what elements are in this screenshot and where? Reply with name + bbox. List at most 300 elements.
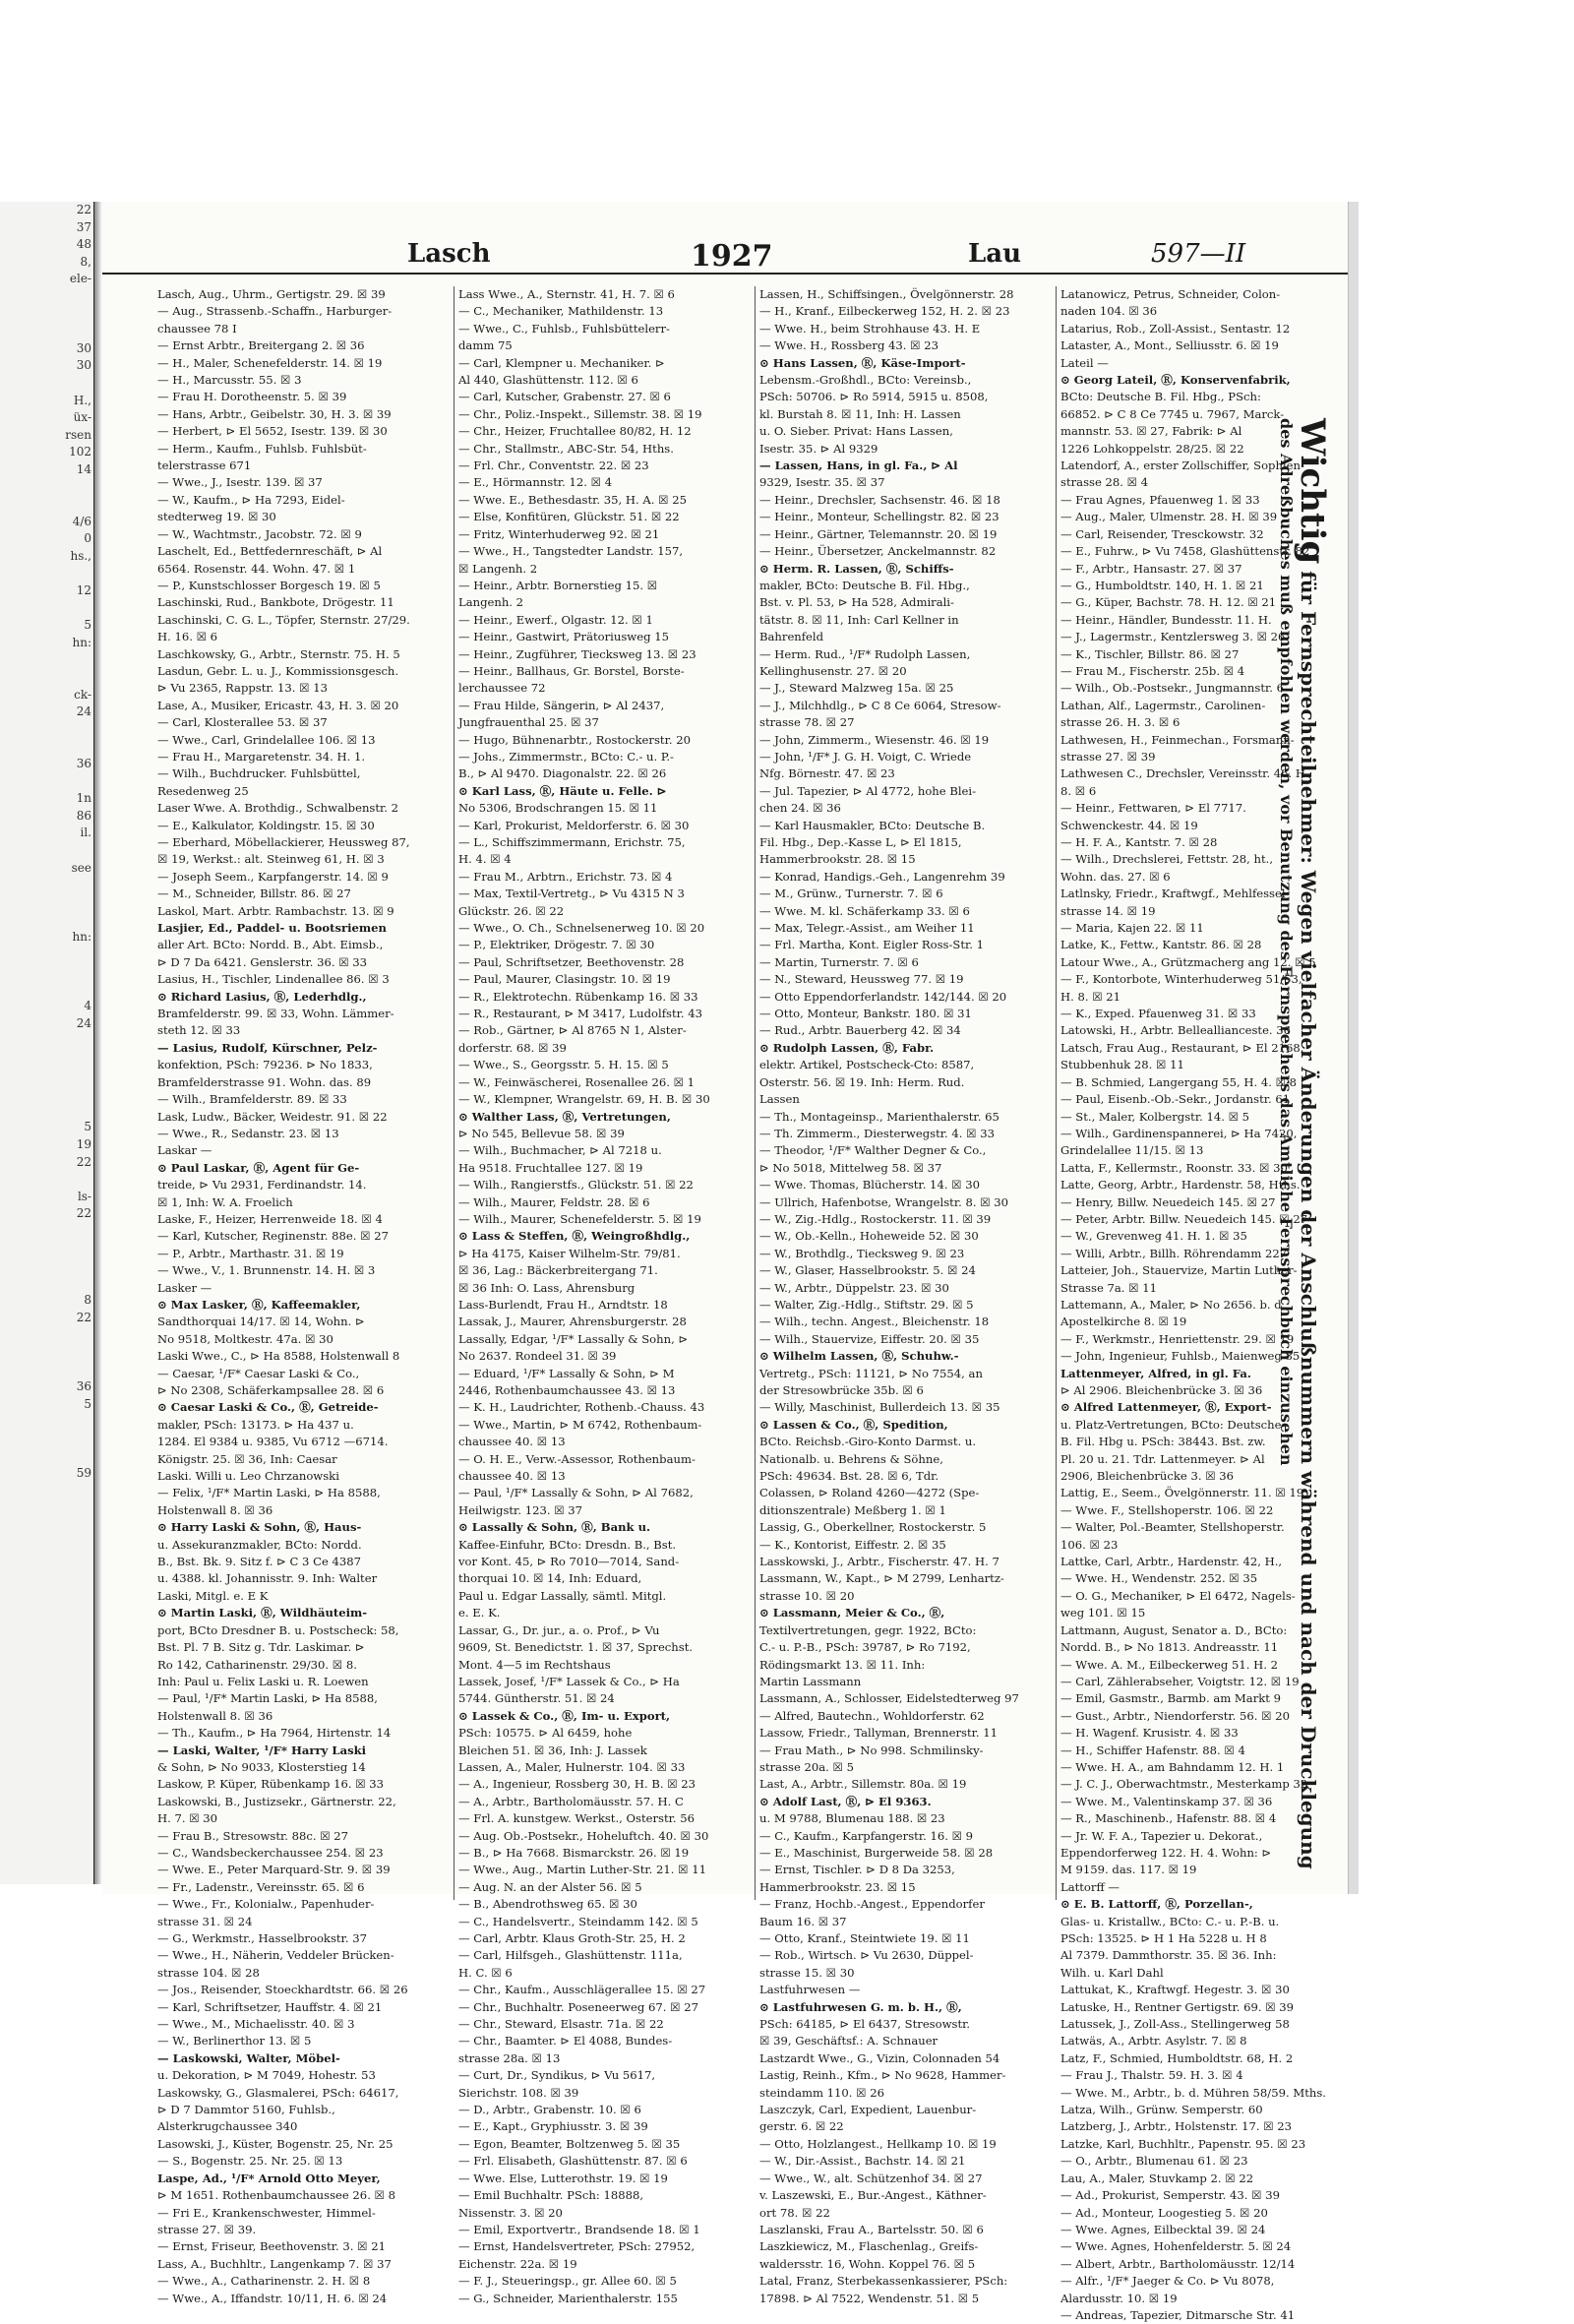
header-last-entry-word: Lau [968,239,1022,269]
previous-page-line: 22 [76,1206,91,1221]
directory-entry: Lattorff — [1060,1879,1120,1894]
directory-entry: der Stresowbrücke 35b. ☒ 6 [759,1383,924,1397]
directory-entry: — Frau J., Thalstr. 59. H. 3. ☒ 4 [1060,2068,1243,2083]
directory-entry: — Peter, Arbtr. Billw. Neuedeich 145. ☒ 27 [1060,1211,1308,1226]
directory-entry: — G., Werkmstr., Hasselbrookstr. 37 [157,1931,367,1945]
directory-entry: H. C. ☒ 6 [458,1965,513,1980]
directory-entry: ⊙ Lassmann, Meier & Co., Ⓡ, [759,1606,945,1621]
page-header [102,239,1348,275]
directory-entry: — Fritz, Winterhuderweg 92. ☒ 21 [458,526,660,541]
directory-entry: — F. J., Steueringsp., gr. Allee 60. ☒ 5 [458,2274,677,2289]
directory-entry: — C., Wandsbeckerchaussee 254. ☒ 23 [157,1845,384,1860]
directory-entry: PSch: 13525. ⊳ H 1 Ha 5228 u. H 8 [1060,1931,1267,1945]
directory-entry: Lasch, Aug., Uhrm., Gertigstr. 29. ☒ 39 [157,287,386,301]
directory-entry: — Wwe., H., Näherin, Veddeler Brücken- [157,1948,394,1963]
previous-page-line [0,1050,93,1068]
previous-page-line: 22 [76,1154,91,1169]
directory-entry: 1226 Lohkoppelstr. 28/25. ☒ 22 [1060,441,1244,456]
directory-entry: strasse 78. ☒ 27 [759,715,855,730]
directory-entry: Lassmann, W., Kapt., ⊳ M 2799, Lenhartz- [759,1571,1004,1586]
directory-entry: Kellinghusenstr. 27. ☒ 20 [759,663,907,678]
directory-entry: Laszlanski, Frau A., Bartelsstr. 50. ☒ 6 [759,2222,984,2236]
directory-entry: strasse 26. H. 3. ☒ 6 [1060,715,1180,730]
directory-entry: — J., Lagermstr., Kentzlersweg 3. ☒ 26 [1060,630,1286,644]
directory-entry: PSch: 49634. Bst. 28. ☒ 6, Tdr. [759,1469,939,1484]
directory-entry: — Wwe. H., beim Strohhause 43. H. E [759,321,981,336]
directory-entry: — J., Milchhdlg., ⊳ C 8 Ce 6064, Stresow- [759,698,1001,712]
previous-page-line [0,1223,93,1241]
directory-entry: — Alfred, Bautechn., Wohldorferstr. 62 [759,1708,985,1723]
directory-entry: — Laski, Walter, ¹/F* Harry Laski [157,1743,367,1757]
page-number: 597—II [1151,239,1246,269]
previous-page-line: 19 [76,1137,91,1152]
directory-entry: damm 75 [458,338,513,353]
directory-entry: Laski Wwe., C., ⊳ Ha 8588, Holstenwall 8 [157,1349,400,1364]
directory-entry: — Jr. W. F. A., Tapezier u. Dekorat., [1060,1828,1263,1843]
previous-page-line: 8, [80,254,91,269]
directory-entry: ⊙ Georg Lateil, Ⓡ, Konservenfabrik, [1060,373,1291,388]
previous-page-line: 37 [76,219,91,234]
directory-entry: — W., Arbtr., Düppelstr. 23. ☒ 30 [759,1280,949,1295]
previous-page-line: ele- [69,272,91,286]
directory-entry: — Carl, Klosterallee 53. ☒ 37 [157,715,328,730]
directory-entry: — Ernst Arbtr., Breitergang 2. ☒ 36 [157,338,365,353]
column-divider [1056,286,1057,1900]
directory-entry: — J. C. J., Oberwachtmstr., Mesterkamp 32 [1060,1777,1308,1792]
directory-entry: — Wwe., J., Isestr. 139. ☒ 37 [157,475,323,490]
directory-entry: Hammerbrookstr. 28. ☒ 15 [759,852,916,867]
directory-entry: — Chr., Baamter. ⊳ El 4088, Bundes- [458,2034,673,2049]
directory-entry: — O., Arbtr., Blumenau 61. ☒ 23 [1060,2154,1248,2169]
directory-entry: Latz, F., Schmied, Humboldtstr. 68, H. 2 [1060,2050,1294,2065]
directory-entry: BCto: Deutsche B. Fil. Hbg., PSch: [1060,390,1261,404]
directory-entry: Lasdun, Gebr. L. u. J., Kommissionsgesch. [157,663,399,678]
directory-entry: — Heinr., Ballhaus, Gr. Borstel, Borste- [458,663,685,678]
previous-page-line [0,565,93,582]
directory-entry: — C., Kaufm., Karpfangerstr. 16. ☒ 9 [759,1828,974,1843]
directory-entry: ⊳ D 7 Dammtor 5160, Fuhlsb., [157,2103,335,2117]
directory-entry: steth 12. ☒ 33 [157,1023,241,1038]
directory-entry: — Otto, Monteur, Bankstr. 180. ☒ 31 [759,1007,972,1021]
directory-entry: — Karl, Kutscher, Reginenstr. 88e. ☒ 27 [157,1229,389,1244]
directory-entry: — Karl, Schriftsetzer, Hauffstr. 4. ☒ 21 [157,1999,383,2014]
previous-page-line: hs., [70,548,91,563]
directory-entry: Bramfelderstr. 99. ☒ 33, Wohn. Lämmer- [157,1007,394,1021]
directory-entry: — Frl. Elisabeth, Glashüttenstr. 87. ☒ 6 [458,2154,688,2169]
directory-entry: — Otto, Kranf., Steintwiete 19. ☒ 11 [759,1931,970,1945]
directory-entry: ⊳ Al 2906. Bleichenbrücke 3. ☒ 36 [1060,1383,1263,1397]
directory-entry: ⊙ Hans Lassen, Ⓡ, Käse-Import- [759,355,966,370]
directory-entry: ☒ 39, Geschäftsf.: A. Schnauer [759,2034,938,2049]
directory-entry: Latendorf, A., erster Zollschiffer, Sophien- [1060,459,1304,473]
directory-entry: Königstr. 25. ☒ 36, Inh: Caesar [157,1451,337,1466]
directory-entry: — Paul, Eisenb.-Ob.-Sekr., Jordanstr. 61 [1060,1092,1291,1107]
directory-entry: — Andreas, Tapezier, Ditmarsche Str. 41 [1060,2307,1296,2322]
directory-entry: — W., Klempner, Wrangelstr. 69, H. B. ☒ 30 [458,1092,710,1107]
directory-entry: Lassig, G., Oberkellner, Rostockerstr. 5 [759,1520,987,1535]
book-gutter [94,202,102,1884]
directory-entry: ⊳ D 7 Da 6421. Genslerstr. 36. ☒ 33 [157,954,368,969]
directory-entry: — Frau M., Arbtrn., Erichstr. 73. ☒ 4 [458,869,673,884]
directory-entry: — Th., Montageinsp., Marienthalerstr. 65 [759,1109,999,1124]
directory-entry: — Emil Buchhaltr. PSch: 18888, [458,2188,644,2203]
column-divider [755,286,756,1900]
directory-entry: — Max, Telegr.-Assist., am Weiher 11 [759,921,975,936]
directory-entry: No 9518, Moltkestr. 47a. ☒ 30 [157,1331,333,1346]
directory-entry: Bahrenfeld [759,630,824,644]
directory-entry: — Wilh., Rangierstfs., Glückstr. 51. ☒ 22 [458,1178,694,1193]
column-2 [458,286,746,2305]
directory-entry: — Wilh., Gardinenspannerei, ⊳ Ha 7420, [1060,1126,1298,1140]
directory-entry: Latwäs, A., Arbtr. Asylstr. 7. ☒ 8 [1060,2034,1247,2049]
directory-entry: — Heinr., Monteur, Schellingstr. 82. ☒ 23 [759,510,999,524]
directory-entry: Martin Lassmann [759,1674,862,1688]
directory-entry: — Wwe., S., Georgsstr. 5. H. 15. ☒ 5 [458,1058,669,1072]
directory-entry: ⊳ No 545, Bellevue 58. ☒ 39 [458,1126,625,1140]
directory-entry: elektr. Artikel, Postscheck-Cto: 8587, [759,1058,975,1072]
directory-entry: e. E. K. [458,1606,501,1621]
previous-page-line [0,1344,93,1362]
directory-entry: Latarius, Rob., Zoll-Assist., Sentastr. 12 [1060,321,1291,336]
directory-entry: — B., Abendrothsweg 65. ☒ 30 [458,1897,637,1912]
directory-entry: chaussee 78 I [157,321,237,336]
directory-entry: — Wwe., A., Iffandstr. 10/11, H. 6. ☒ 24 [157,2291,388,2305]
directory-entry: PSch: 64185, ⊳ El 6437, Stresowstr. [759,2017,971,2032]
directory-entry: — Heinr., Zugführer, Tiecksweg 13. ☒ 23 [458,646,696,661]
vertical-notice [1265,418,1332,1869]
directory-entry: ⊳ Ha 4175, Kaiser Wilhelm-Str. 79/81. [458,1246,681,1260]
directory-entry: Al 7379. Dammthorstr. 35. ☒ 36. Inh: [1060,1948,1277,1963]
directory-entry: — Karl Hausmakler, BCto: Deutsche B. [759,818,986,832]
directory-entry: — A., Ingenieur, Rossberg 30, H. B. ☒ 23 [458,1777,696,1792]
directory-entry: — Rob., Gärtner, ⊳ Al 8765 N 1, Alster- [458,1023,687,1038]
directory-entry: Lattemann, A., Maler, ⊳ No 2656. b. d. [1060,1297,1286,1312]
directory-entry: ⊙ Lassally & Sohn, Ⓡ, Bank u. [458,1520,651,1535]
directory-entry: chen 24. ☒ 36 [759,801,841,816]
directory-entry: Wohn. das. 27. ☒ 6 [1060,869,1171,884]
directory-entry: ☒ 19, Werkst.: alt. Steinweg 61, H. ☒ 3 [157,852,385,867]
directory-entry: — Martin, Turnerstr. 7. ☒ 6 [759,954,919,969]
directory-entry: strasse 28. ☒ 4 [1060,475,1149,490]
directory-entry: — Wwe. H., Wendenstr. 252. ☒ 35 [1060,1571,1258,1586]
directory-entry: — Frau Hilde, Sängerin, ⊳ Al 2437, [458,698,665,712]
directory-entry: 66852. ⊳ C 8 Ce 7745 u. 7967, Marck- [1060,406,1285,421]
directory-entry: ⊙ Herm. R. Lassen, Ⓡ, Schiffs- [759,561,954,576]
directory-entry: — Willi, Arbtr., Billh. Röhrendamm 227 [1060,1246,1288,1260]
directory-entry: chaussee 40. ☒ 13 [458,1435,566,1449]
directory-entry: waldersstr. 16, Wohn. Koppel 76. ☒ 5 [759,2256,976,2271]
directory-entry: — J., Steward Malzweg 15a. ☒ 25 [759,681,954,696]
directory-entry: — Felix, ¹/F* Martin Laski, ⊳ Ha 8588, [157,1486,381,1500]
directory-entry: — Albert, Arbtr., Bartholomäusstr. 12/14 [1060,2256,1296,2271]
directory-entry: Baum 16. ☒ 37 [759,1914,847,1928]
directory-entry: — Wilh., Stauervize, Eiffestr. 20. ☒ 35 [759,1331,980,1346]
directory-entry: Latlnsky, Friedr., Kraftwgf., Mehlfessel- [1060,887,1290,901]
directory-entry: — R., Maschinenb., Hafenstr. 88. ☒ 4 [1060,1811,1277,1826]
previous-page-line [0,496,93,514]
directory-entry: ⊙ Paul Laskar, Ⓡ, Agent für Ge- [157,1160,360,1175]
directory-entry: — Paul, Schriftsetzer, Beethovenstr. 28 [458,954,685,969]
directory-entry: — W., Glaser, Hasselbrookstr. 5. ☒ 24 [759,1263,976,1278]
directory-entry: Schwenckestr. 44. ☒ 19 [1060,818,1198,832]
directory-entry: weg 101. ☒ 15 [1060,1606,1146,1621]
directory-entry: Stubbenhuk 28. ☒ 11 [1060,1058,1184,1072]
previous-page-line [0,1414,93,1432]
directory-entry: — Else, Konfitüren, Glückstr. 51. ☒ 22 [458,510,680,524]
directory-entry: Ha 9518. Fruchtallee 127. ☒ 19 [458,1160,643,1175]
directory-entry: — Wwe., V., 1. Brunnenstr. 14. H. ☒ 3 [157,1263,376,1278]
directory-entry: Fil. Hbg., Dep.-Kasse L, ⊳ El 1815, [759,835,962,849]
directory-entry: — Wwe., W., alt. Schützenhof 34. ☒ 27 [759,2171,983,2185]
directory-entry: — P., Elektriker, Drögestr. 7. ☒ 30 [458,938,655,952]
previous-page-line: 8 [84,1293,91,1308]
previous-page-line: 22 [76,203,91,216]
directory-entry: ⊙ Karl Lass, Ⓡ, Häute u. Felle. ⊳ [458,783,667,798]
directory-entry: Latzke, Karl, Buchhltr., Papenstr. 95. ☒ 23 [1060,2136,1306,2151]
directory-entry: — O. H. E., Verw.-Assessor, Rothenbaum- [458,1451,696,1466]
previous-page-line: 22 [76,1311,91,1324]
directory-entry: H. 16. ☒ 6 [157,630,218,644]
previous-page-line: üx- [73,410,91,425]
directory-entry: — Wilh., Maurer, Feldstr. 28. ☒ 6 [458,1194,650,1209]
directory-entry: PSch: 10575. ⊳ Al 6459, hohe [458,1726,633,1741]
directory-entry: — Wwe. H., Rossberg 43. ☒ 23 [759,338,939,353]
directory-entry: — M., Grünw., Turnerstr. 7. ☒ 6 [759,887,943,901]
directory-entry: — Aug., Maler, Ulmenstr. 28. H. ☒ 39 [1060,510,1278,524]
directory-entry: Isestr. 35. ⊳ Al 9329 [759,441,878,456]
directory-entry: — Walter, Pol.-Beamter, Stellshoperstr. [1060,1520,1285,1535]
directory-entry: Lassak, J., Maurer, Ahrensburgerstr. 28 [458,1315,687,1329]
directory-entry: — Herm. Rud., ¹/F* Rudolph Lassen, [759,646,971,661]
previous-page-line: 4 [84,999,91,1013]
directory-entry: — Wwe., Aug., Martin Luther-Str. 21. ☒ 11 [458,1863,707,1877]
directory-entry: — St., Maler, Kolbergstr. 14. ☒ 5 [1060,1109,1250,1124]
directory-entry: — Ernst, Handelsvertreter, PSch: 27952, [458,2239,696,2254]
previous-page-line: 24 [76,704,91,719]
directory-entry: — F., Arbtr., Hansastr. 27. ☒ 37 [1060,561,1242,576]
directory-entry: Lasius, H., Tischler, Lindenallee 86. ☒ 3 [157,972,390,987]
directory-entry: tätstr. 8. ☒ 11, Inh: Carl Kellner in [759,612,959,627]
directory-entry: — Frl. A. kunstgew. Werkst., Osterstr. 56 [458,1811,696,1826]
directory-entry: Latal, Franz, Sterbekassenkassierer, PSch: [759,2274,1008,2289]
directory-entry: — Chr., Heizer, Fruchtallee 80/82, H. 12 [458,424,692,439]
previous-page-line: hn: [72,929,91,944]
directory-entry: H. 4. ☒ 4 [458,852,512,867]
directory-entry: u. Dekoration, ⊳ M 7049, Hohestr. 53 [157,2068,376,2083]
directory-entry: — Curt, Dr., Syndikus, ⊳ Vu 5617, [458,2068,656,2083]
directory-entry: 1284. El 9384 u. 9385, Vu 6712 —6714. [157,1435,389,1449]
directory-entry: — Chr., Poliz.-Inspekt., Sillemstr. 38. ☒ 19 [458,406,702,421]
directory-entry: — Ernst, Friseur, Beethovenstr. 3. ☒ 21 [157,2239,386,2254]
directory-entry: Colassen, ⊳ Roland 4260—4272 (Spe- [759,1486,980,1500]
directory-entry: M 9159. das. 117. ☒ 19 [1060,1863,1197,1877]
directory-entry: — R., Elektrotechn. Rübenkamp 16. ☒ 33 [458,989,698,1004]
directory-entry: Laskol, Mart. Arbtr. Rambachstr. 13. ☒ 9 [157,903,394,918]
previous-page-line [0,842,93,860]
directory-entry: Lassar, G., Dr. jur., a. o. Prof., ⊳ Vu [458,1622,660,1637]
directory-entry: Langenh. 2 [458,595,524,610]
directory-entry: Lebensm.-Großhdl., BCto: Vereinsb., [759,373,972,388]
directory-entry: — K., Kontorist, Eiffestr. 2. ☒ 35 [759,1537,946,1552]
directory-entry: H. 7. ☒ 30 [157,1811,218,1826]
directory-entry: Latuske, H., Rentner Gertigstr. 69. ☒ 39 [1060,1999,1295,2014]
directory-entry: — Frau Agnes, Pfauenweg 1. ☒ 33 [1060,492,1260,507]
directory-entry: Latta, F., Kellermstr., Roonstr. 33. ☒ 30 [1060,1160,1288,1175]
directory-entry: — Wwe., Fr., Kolonialw., Papenhuder- [157,1897,375,1912]
directory-entry: — Caesar, ¹/F* Caesar Laski & Co., [157,1366,360,1380]
directory-entry: — W., Berlinerthor 13. ☒ 5 [157,2034,312,2049]
directory-entry: — Paul, ¹/F* Lassally & Sohn, ⊳ Al 7682, [458,1486,694,1500]
directory-entry: — H., Marcusstr. 55. ☒ 3 [157,373,302,388]
directory-entry: — Aug., Strassenb.-Schaffn., Harburger- [157,304,393,319]
directory-entry: vor Kont. 45, ⊳ Ro 7010—7014, Sand- [458,1555,680,1569]
previous-page-line [0,773,93,791]
directory-entry: — Wwe., Carl, Grindelallee 106. ☒ 13 [157,732,376,747]
directory-entry: — Heinr., Übersetzer, Anckelmannstr. 82 [759,544,997,559]
directory-entry: Pl. 20 u. 21. Tdr. Lattenmeyer. ⊳ Al [1060,1451,1265,1466]
directory-entry: v. Laszewski, E., Bur.-Angest., Käthner- [759,2188,987,2203]
directory-entry: Lass, A., Buchhltr., Langenkamp 7. ☒ 37 [157,2256,392,2271]
directory-entry: B., ⊳ Al 9470. Diagonalstr. 22. ☒ 26 [458,766,667,781]
directory-entry: ⊙ Martin Laski, Ⓡ, Wildhäuteim- [157,1606,368,1621]
directory-entry: — W., Grevenweg 41. H. 1. ☒ 35 [1060,1229,1247,1244]
directory-entry: — Emil, Gasmstr., Barmb. am Markt 9 [1060,1691,1281,1706]
directory-entry: Laskow, P. Küper, Rübenkamp 16. ☒ 33 [157,1777,385,1792]
directory-entry: — Heinr., Gärtner, Telemannstr. 20. ☒ 19 [759,526,998,541]
column-1 [157,286,445,2305]
directory-entry: — H., Maler, Schenefelderstr. 14. ☒ 19 [157,355,383,370]
previous-page-line [0,963,93,981]
directory-entry: — K. H., Laudrichter, Rothenb.-Chauss. 43 [458,1400,705,1415]
directory-entry: Vertretg., PSch: 11121, ⊳ No 7554, an [759,1366,983,1380]
directory-entry: — A., Arbtr., Bartholomäusstr. 57. H. C [458,1794,684,1808]
directory-entry: — Carl, Arbtr. Klaus Groth-Str. 25, H. 2 [458,1931,686,1945]
directory-entry: ⊳ No 2308, Schäferkampsallee 28. ☒ 6 [157,1383,385,1397]
directory-entry: — Wwe. H. A., am Bahndamm 12. H. 1 [1060,1759,1285,1774]
directory-entry: — Wilh., Drechslerei, Fettstr. 28, ht., [1060,852,1274,867]
directory-entry: Lateil — [1060,355,1109,370]
directory-entry: gerstr. 6. ☒ 22 [759,2119,844,2134]
directory-entry: Latanowicz, Petrus, Schneider, Colon- [1060,287,1281,301]
directory-entry: Lastzardt Wwe., G., Vizin, Colonnaden 54 [759,2050,1000,2065]
directory-entry: — Paul, ¹/F* Martin Laski, ⊳ Ha 8588, [157,1691,378,1706]
directory-entry: kl. Burstah 8. ☒ 11, Inh: H. Lassen [759,406,961,421]
previous-page-line [0,1068,93,1085]
directory-page [102,202,1348,2322]
directory-entry: — Frau Math., ⊳ No 998. Schmilinsky- [759,1743,984,1757]
directory-entry: — W., Zig.-Hdlg., Rostockerstr. 11. ☒ 39 [759,1211,992,1226]
directory-entry: u. Assekuranzmakler, BCto: Nordd. [157,1537,362,1552]
directory-entry: Latowski, H., Arbtr. Belleallianceste. 36 [1060,1023,1292,1038]
directory-entry: u. O. Sieber. Privat: Hans Lassen, [759,424,953,439]
directory-entry: — W., Feinwäscherei, Rosenallee 26. ☒ 1 [458,1074,696,1089]
header-first-entry-word: Lasch [407,239,491,269]
directory-entry: — Joseph Seem., Karpfangerstr. 14. ☒ 9 [157,869,389,884]
previous-page-line: 24 [76,1015,91,1030]
directory-entry: ☒ Langenh. 2 [458,561,538,576]
directory-entry: — Wwe. Agnes, Eilbecktal 39. ☒ 24 [1060,2222,1266,2236]
directory-entry: — Wwe., R., Sedanstr. 23. ☒ 13 [157,1126,339,1140]
directory-entry: Lastig, Reinh., Kfm., ⊳ No 9628, Hammer- [759,2068,1006,2083]
directory-entry: Lase, A., Musiker, Ericastr. 43, H. 3. ☒ 20 [157,698,399,712]
directory-entry: — R., Restaurant, ⊳ M 3417, Ludolfstr. 43 [458,1007,702,1021]
directory-entry: — Fr., Ladenstr., Vereinsstr. 65. ☒ 6 [157,1879,365,1894]
previous-page-line [0,288,93,306]
directory-entry: — Th. Zimmerm., Diesterwegstr. 4. ☒ 33 [759,1126,995,1140]
directory-entry: — Frl. Martha, Kont. Eigler Ross-Str. 1 [759,938,985,952]
directory-entry: Lathan, Alf., Lagermstr., Carolinen- [1060,698,1266,712]
directory-entry: — H. F. A., Kantstr. 7. ☒ 28 [1060,835,1218,849]
directory-entry: — K., Exped. Pfauenweg 31. ☒ 33 [1060,1007,1256,1021]
directory-entry: ort 78. ☒ 22 [759,2205,830,2220]
directory-entry: — Heinr., Gastwirt, Prätoriusweg 15 [458,630,669,644]
directory-entry: naden 104. ☒ 36 [1060,304,1158,319]
directory-entry: Latte, Georg, Arbtr., Hardenstr. 58, Hths. [1060,1178,1301,1193]
previous-page-line [0,1275,93,1293]
directory-entry: C.- u. P.-B., PSch: 39787, ⊳ Ro 7192, [759,1640,971,1655]
directory-entry: — Wwe. A. M., Eilbeckerweg 51. H. 2 [1060,1657,1278,1672]
directory-entry: & Sohn, ⊳ No 9033, Klosterstieg 14 [157,1759,366,1774]
previous-page-line [0,1448,93,1466]
directory-entry: — Frau B., Stresowstr. 88c. ☒ 27 [157,1828,349,1843]
directory-entry: ⊙ Alfred Lattenmeyer, Ⓡ, Export- [1060,1400,1272,1415]
directory-entry: Nfg. Börnestr. 47. ☒ 23 [759,766,895,781]
directory-entry: Lassek, Josef, ¹/F* Lassek & Co., ⊳ Ha [458,1674,680,1688]
directory-entry: — H., Kranf., Eilbeckerweg 152, H. 2. ☒ 23 [759,304,1010,319]
previous-page-line: 102 [69,445,91,459]
directory-entry: — Eduard, ¹/F* Lassally & Sohn, ⊳ M [458,1366,675,1380]
directory-entry: Lattig, E., Seem., Övelgönnerstr. 11. ☒ 19 [1060,1486,1304,1500]
directory-entry: ☒ 36 Inh: O. Lass, Ahrensburg [458,1280,636,1295]
directory-entry: Lasowski, J., Küster, Bogenstr. 25, Nr. 25 [157,2136,394,2151]
directory-entry: 9609, St. Benedictstr. 1. ☒ 37, Sprechst. [458,1640,694,1655]
directory-entry: — Fri E., Krankenschwester, Himmel- [157,2205,376,2220]
directory-entry: mannstr. 53. ☒ 27, Fabrik: ⊳ Al [1060,424,1242,439]
directory-entry: — Johs., Zimmermstr., BCto: C.- u. P.- [458,749,674,764]
directory-entry: Laskar — [157,1143,212,1158]
previous-page-line [0,669,93,687]
directory-entry: — Konrad, Handigs.-Geh., Langenrehm 39 [759,869,1005,884]
directory-entry: steindamm 110. ☒ 26 [759,2085,884,2100]
directory-entry: Glas- u. Kristallw., BCto: C.- u. P.-B. u. [1060,1914,1280,1928]
header-year: 1927 [691,239,773,274]
directory-entry: Latzberg, J., Arbtr., Holstenstr. 17. ☒ 23 [1060,2119,1293,2134]
directory-entry: u. M 9788, Blumenau 188. ☒ 23 [759,1811,945,1826]
previous-page-line: 86 [76,808,91,823]
directory-entry: — H., Schiffer Hafenstr. 88. ☒ 4 [1060,1743,1245,1757]
previous-page-line [0,323,93,340]
directory-entry: — Hans, Arbtr., Geibelstr. 30, H. 3. ☒ 39 [157,406,392,421]
directory-entry: — Max, Textil-Vertretg., ⊳ Vu 4315 N 3 [458,887,685,901]
previous-page-line [0,981,93,999]
directory-entry: Lau, A., Maler, Stuvkamp 2. ☒ 22 [1060,2171,1254,2185]
directory-entry: stedterweg 19. ☒ 30 [157,510,276,524]
directory-entry: — F., Kontorbote, Winterhuderweg 51/53, [1060,972,1302,987]
directory-entry: Latour Wwe., A., Grützmacherg ang 12. ☒ 5 [1060,954,1316,969]
directory-entry: ⊙ Harry Laski & Sohn, Ⓡ, Haus- [157,1520,362,1535]
directory-entry: Rödingsmarkt 13. ☒ 11. Inh: [759,1657,926,1672]
directory-entry: — W., Dir.-Assist., Bachstr. 14. ☒ 21 [759,2154,966,2169]
directory-entry: Eichenstr. 22a. ☒ 19 [458,2256,577,2271]
directory-entry: H. 8. ☒ 21 [1060,989,1121,1004]
directory-entry: Holstenwall 8. ☒ 36 [157,1708,273,1723]
directory-entry: strasse 14. ☒ 19 [1060,903,1156,918]
directory-entry: — Wwe. F., Stellshoperstr. 106. ☒ 22 [1060,1502,1274,1517]
directory-entry: — Wilh., Buchdrucker. Fuhlsbüttel, [157,766,361,781]
directory-entry: Wilh. u. Karl Dahl [1060,1965,1164,1980]
previous-page-line [0,306,93,324]
previous-page-line: rsen [65,427,91,442]
